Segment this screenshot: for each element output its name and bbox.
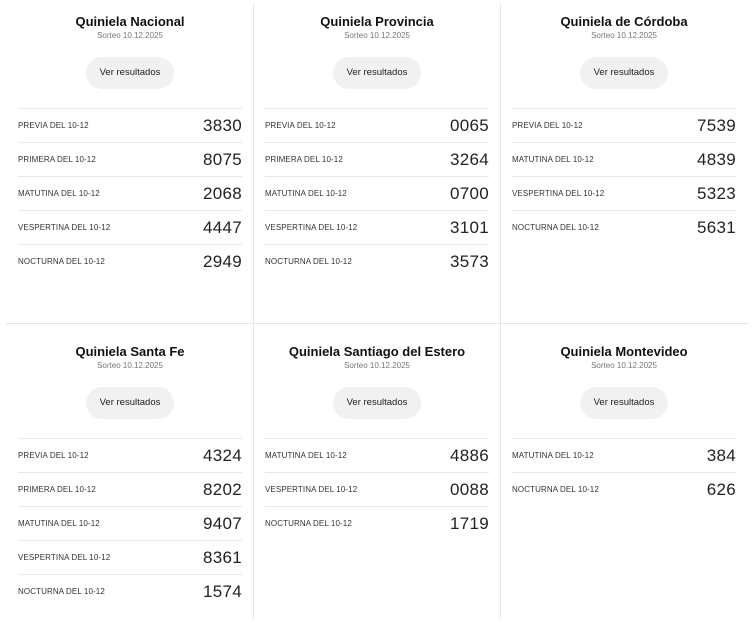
draw-label: MATUTINA DEL 10-12: [512, 155, 594, 164]
draw-number: 8361: [202, 547, 242, 567]
result-row: [265, 177, 489, 211]
draw-number: 0088: [449, 479, 489, 499]
draw-number: 4447: [202, 217, 242, 237]
card-title: Quiniela de Córdoba: [560, 14, 688, 29]
result-row: [512, 473, 736, 506]
draw-label: VESPERTINA DEL 10-12: [512, 189, 605, 198]
quiniela-card-montevideo: [512, 330, 736, 506]
draw-label: VESPERTINA DEL 10-12: [265, 485, 358, 494]
draw-number: 8202: [202, 479, 242, 499]
result-row: [265, 109, 489, 143]
results-list: [18, 438, 242, 608]
results-list: [18, 108, 242, 278]
result-row: [18, 541, 242, 575]
result-row: [18, 177, 242, 211]
card-title: Quiniela Nacional: [75, 14, 185, 29]
result-row: [512, 439, 736, 473]
draw-number: 3573: [449, 251, 489, 271]
result-row: [512, 177, 736, 211]
ver-resultados-button[interactable]: Ver resultados: [333, 387, 422, 419]
ver-resultados-button[interactable]: Ver resultados: [86, 57, 175, 89]
draw-number: 7539: [696, 115, 736, 135]
draw-label: MATUTINA DEL 10-12: [18, 519, 100, 528]
card-date: Sorteo 10.12.2025: [344, 31, 410, 40]
result-row: [265, 507, 489, 540]
draw-number: 1719: [449, 513, 489, 533]
draw-label: PREVIA DEL 10-12: [512, 121, 583, 130]
results-list: [265, 108, 489, 278]
draw-label: MATUTINA DEL 10-12: [265, 451, 347, 460]
draw-number: 1574: [202, 581, 242, 601]
result-row: [18, 575, 242, 608]
draw-label: VESPERTINA DEL 10-12: [18, 223, 111, 232]
card-date: Sorteo 10.12.2025: [591, 361, 657, 370]
draw-label: PREVIA DEL 10-12: [18, 121, 89, 130]
ver-resultados-button[interactable]: Ver resultados: [580, 387, 669, 419]
result-row: [18, 473, 242, 507]
draw-number: 3264: [449, 149, 489, 169]
draw-label: NOCTURNA DEL 10-12: [265, 519, 352, 528]
draw-number: 5631: [696, 217, 736, 237]
result-row: [18, 211, 242, 245]
draw-number: 8075: [202, 149, 242, 169]
column-divider: [500, 4, 501, 619]
ver-resultados-button[interactable]: Ver resultados: [86, 387, 175, 419]
draw-label: PREVIA DEL 10-12: [18, 451, 89, 460]
draw-number: 3830: [202, 115, 242, 135]
result-row: [512, 109, 736, 143]
result-row: [265, 143, 489, 177]
draw-label: NOCTURNA DEL 10-12: [18, 257, 105, 266]
card-title: Quiniela Montevideo: [560, 344, 688, 359]
draw-number: 4886: [449, 445, 489, 465]
quiniela-card-santa-fe: [18, 330, 242, 608]
column-divider: [253, 4, 254, 619]
result-row: [512, 143, 736, 177]
result-row: [265, 211, 489, 245]
draw-label: PRIMERA DEL 10-12: [18, 155, 96, 164]
results-list: [265, 438, 489, 540]
draw-label: NOCTURNA DEL 10-12: [18, 587, 105, 596]
results-list: [512, 108, 736, 244]
card-date: Sorteo 10.12.2025: [97, 361, 163, 370]
draw-label: PRIMERA DEL 10-12: [265, 155, 343, 164]
draw-label: VESPERTINA DEL 10-12: [265, 223, 358, 232]
card-date: Sorteo 10.12.2025: [344, 361, 410, 370]
card-title: Quiniela Provincia: [320, 14, 434, 29]
result-row: [18, 245, 242, 278]
draw-label: PREVIA DEL 10-12: [265, 121, 336, 130]
draw-label: VESPERTINA DEL 10-12: [18, 553, 111, 562]
quiniela-card-santiago-del-estero: [265, 330, 489, 540]
quiniela-card-nacional: [18, 0, 242, 278]
draw-label: MATUTINA DEL 10-12: [265, 189, 347, 198]
draw-label: PRIMERA DEL 10-12: [18, 485, 96, 494]
result-row: [265, 245, 489, 278]
result-row: [512, 211, 736, 244]
draw-number: 4839: [696, 149, 736, 169]
ver-resultados-button[interactable]: Ver resultados: [580, 57, 669, 89]
draw-number: 3101: [449, 217, 489, 237]
draw-label: MATUTINA DEL 10-12: [18, 189, 100, 198]
card-title: Quiniela Santiago del Estero: [288, 344, 466, 359]
result-row: [18, 109, 242, 143]
ver-resultados-button[interactable]: Ver resultados: [333, 57, 422, 89]
result-row: [18, 507, 242, 541]
result-row: [18, 439, 242, 473]
draw-number: 626: [706, 479, 736, 499]
draw-label: NOCTURNA DEL 10-12: [512, 223, 599, 232]
card-title: Quiniela Santa Fe: [75, 344, 185, 359]
draw-number: 384: [706, 445, 736, 465]
results-list: [512, 438, 736, 506]
result-row: [265, 439, 489, 473]
draw-label: MATUTINA DEL 10-12: [512, 451, 594, 460]
draw-number: 0065: [449, 115, 489, 135]
draw-number: 9407: [202, 513, 242, 533]
card-date: Sorteo 10.12.2025: [591, 31, 657, 40]
draw-number: 2949: [202, 251, 242, 271]
quiniela-card-cordoba: [512, 0, 736, 244]
result-row: [265, 473, 489, 507]
row-divider: [6, 323, 749, 324]
draw-number: 4324: [202, 445, 242, 465]
draw-number: 5323: [696, 183, 736, 203]
quiniela-card-provincia: [265, 0, 489, 278]
result-row: [18, 143, 242, 177]
card-date: Sorteo 10.12.2025: [97, 31, 163, 40]
draw-number: 0700: [449, 183, 489, 203]
draw-label: NOCTURNA DEL 10-12: [512, 485, 599, 494]
draw-number: 2068: [202, 183, 242, 203]
draw-label: NOCTURNA DEL 10-12: [265, 257, 352, 266]
